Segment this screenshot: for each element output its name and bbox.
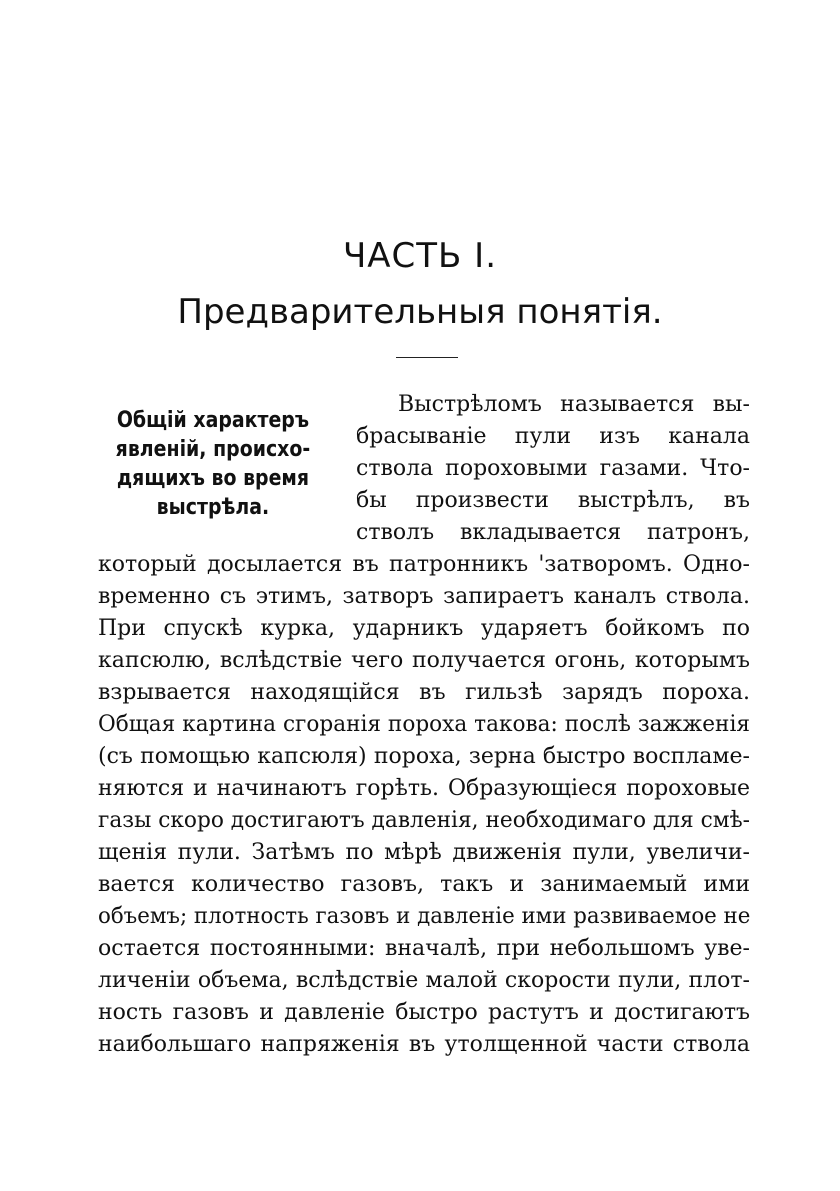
part-title-heading: Предварительныя понятія.: [177, 292, 663, 332]
text-line: газы скоро достигаютъ давленія, необходимаго для смѣ-: [98, 808, 750, 833]
text-line: капсюлю, вслѣдствіе чего получается огонь, которымъ: [98, 648, 750, 673]
sidenote-line: Общій характеръ: [116, 408, 310, 433]
sidenote-line: дящихъ во время: [116, 466, 310, 491]
text-line: При спускѣ курка, ударникъ ударяетъ бойкомъ по: [98, 616, 750, 641]
text-line: брасываніе пули изъ канала: [356, 424, 750, 449]
text-line: ность газовъ и давленіе быстро растутъ и достигаютъ: [98, 1000, 750, 1025]
text-line: Общая картина сгоранія пороха такова: послѣ зажженія: [98, 712, 750, 737]
text-line: вается количество газовъ, такъ и занимаемый ими: [98, 872, 750, 897]
text-line: стволъ вкладывается патронъ,: [356, 520, 750, 545]
text-line: щенія пули. Затѣмъ по мѣрѣ движенія пули, увеличи-: [98, 840, 750, 865]
title-divider: [396, 357, 458, 358]
text-line: наибольшаго напряженія въ утолщенной части ствола: [98, 1032, 750, 1057]
text-line: объемъ; плотность газовъ и давленіе ими развиваемое не: [98, 904, 751, 929]
sidenote-line: явленій, происхо-: [115, 437, 311, 462]
part-number-heading: ЧАСТЬ I.: [342, 236, 498, 276]
text-line: личеніи объема, вслѣдствіе малой скорости пули, плот-: [98, 968, 750, 993]
text-line: няются и начинаютъ горѣть. Образующіеся пороховые: [98, 776, 750, 801]
margin-sidenote: [96, 406, 330, 522]
text-line: (съ помощью капсюля) пороха, зерна быстро воспламе-: [98, 744, 750, 769]
text-line: остается постоянными: вначалѣ, при небольшомъ уве-: [98, 936, 750, 961]
sidenote-line: выстрѣла.: [156, 495, 270, 520]
text-line: Выстрѣломъ называется вы-: [398, 392, 750, 417]
text-line: взрывается находящійся въ гильзѣ зарядъ пороха.: [98, 680, 750, 705]
text-line: бы произвести выстрѣлъ, въ: [356, 488, 750, 513]
text-line: временно съ этимъ, затворъ запираетъ каналъ ствола.: [98, 584, 750, 609]
text-line: ствола пороховыми газами. Что-: [356, 456, 750, 481]
text-line: который досылается въ патронникъ 'затворомъ. Одно-: [98, 552, 750, 577]
